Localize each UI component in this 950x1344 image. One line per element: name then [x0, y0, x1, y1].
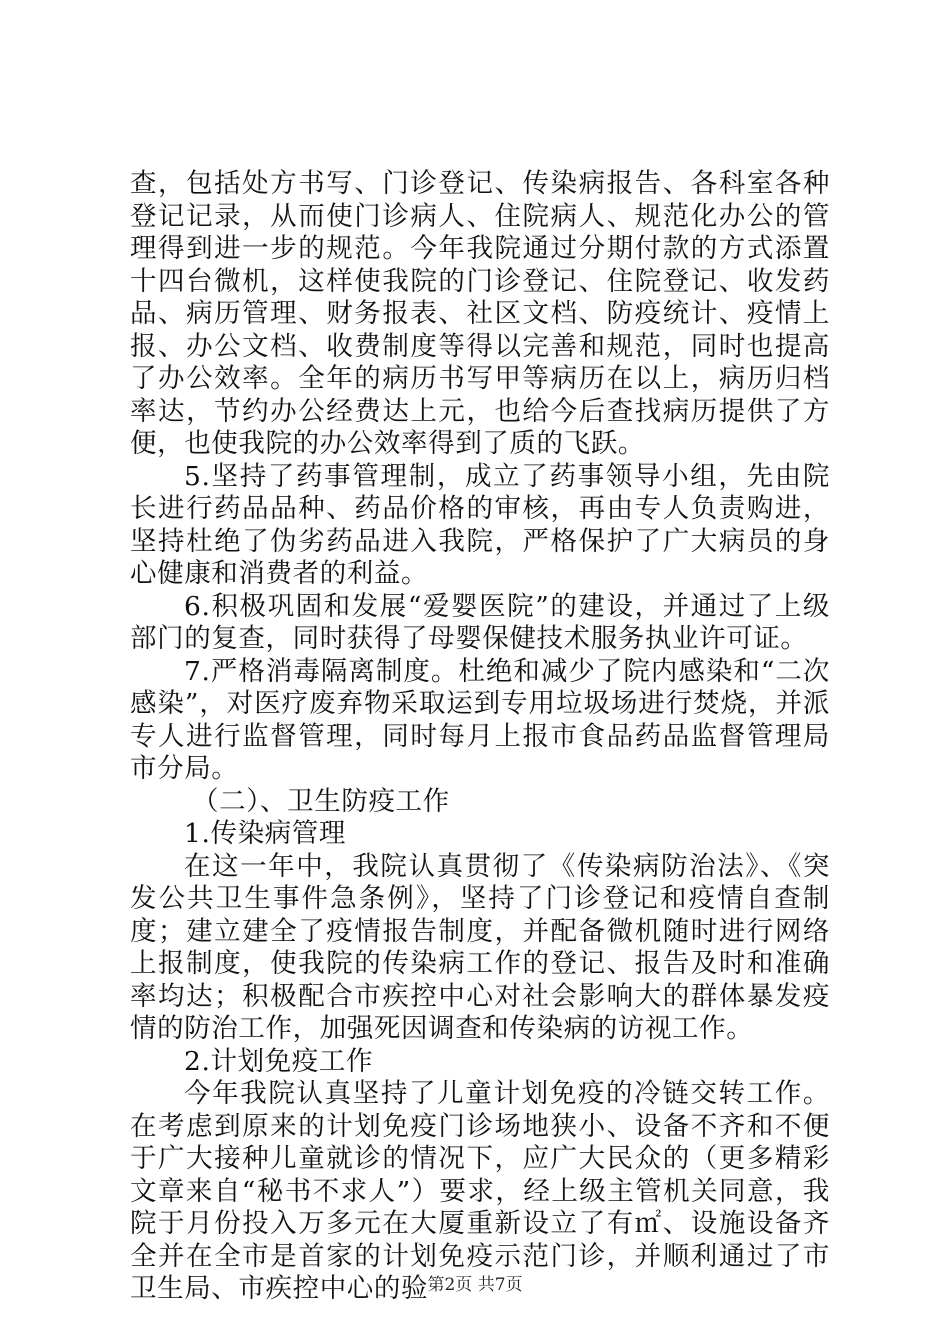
subheading-immunization: 2.计划免疫工作: [184, 1045, 374, 1077]
paragraph-item-5: 5.坚持了药事管理制，成立了药事领导小组，先由院长进行药品品种、药品价格的审核，再由专人负责购进，坚持杜绝了伪劣药品进入我院，严格保护了广大病员的身心健康和消费者的利益。: [130, 460, 830, 589]
section-heading-epidemic-prevention: （二）、卫生防疫工作: [192, 785, 450, 817]
document-body: [130, 168, 830, 1306]
page-number-footer: 第2页 共7页: [427, 1275, 523, 1295]
paragraph-infectious-disease: 在这一年中，我院认真贯彻了《传染病防治法》、《突发公共卫生事件急条例》，坚持了门诊登记和疫情自查制度；建立建全了疫情报告制度，并配备微机随时进行网络上报制度，使我院的传染病工作的登记、报告及时和准确率均达；积极配合市疾控中心对社会影响大的群体暴发疫情的防治工作，加强死因调查和传染病的访视工作。: [130, 850, 830, 1044]
paragraph-immunization: 今年我院认真坚持了儿童计划免疫的冷链交转工作。在考虑到原来的计划免疫门诊场地狭小、设备不齐和不便于广大接种儿童就诊的情况下，应广大民众的（更多精彩文章来自“秘书不求人”）要求，经上级主管机关同意，我院于月份投入万多元在大厦重新设立了有㎡、设施设备齐全并在全市是首家的计划免疫示范门诊，并顺利通过了市卫生局、市疾控中心的验: [130, 1078, 830, 1304]
paragraph-continuation: 查，包括处方书写、门诊登记、传染病报告、各科室各种登记记录，从而使门诊病人、住院病人、规范化办公的管理得到进一步的规范。今年我院通过分期付款的方式添置十四台微机，这样使我院的门诊登记、住院登记、收发药品、病历管理、财务报表、社区文档、防疫统计、疫情上报、办公文档、收费制度等得以完善和规范，同时也提高了办公效率。全年的病历书写甲等病历在以上，病历归档率达，节约办公经费达上元，也给今后查找病历提供了方便，也使我院的办公效率得到了质的飞跃。: [130, 168, 830, 459]
paragraph-item-7: 7.严格消毒隔离制度。杜绝和减少了院内感染和“二次感染”，对医疗废弃物采取运到专用垃圾场进行焚烧，并派专人进行监督管理，同时每月上报市食品药品监督管理局市分局。: [130, 655, 830, 784]
subheading-infectious-disease: 1.传染病管理: [184, 818, 346, 849]
paragraph-item-6: 6.积极巩固和发展“爱婴医院”的建设，并通过了上级部门的复查，同时获得了母婴保健技术服务执业许可证。: [130, 590, 830, 654]
